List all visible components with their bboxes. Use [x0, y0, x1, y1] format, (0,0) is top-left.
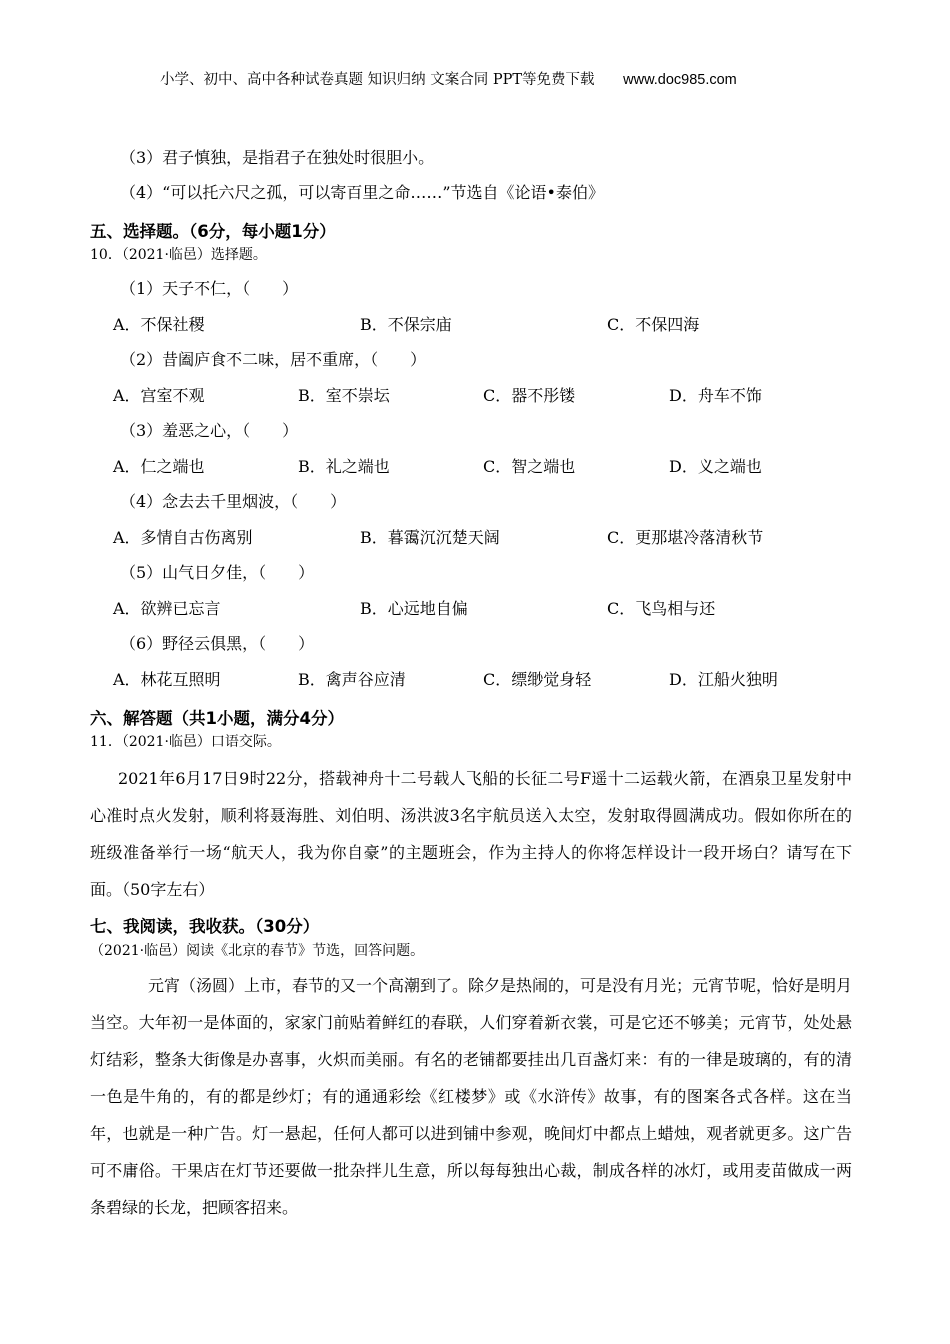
header-text: 小学、初中、高中各种试卷真题 知识归纳 文案合同 PPT等免费下载: [160, 72, 595, 88]
question-11-paragraph: 2021年6月17日9时22分，搭载神舟十二号载人飞船的长征二号F遥十二运载火箭，在酒泉卫星发射中心准时点火发射，顺利将聂海胜、刘伯明、汤洪波3名宇航员送入太空，发射取得圆满成功。假如你所在的班级准备举行一场“航天人，我为你自豪”的主题班会，作为主持人的你将怎样设计一段开场白？请写在下面。（50字左右）: [90, 769, 852, 899]
reading-intro: （2021·临邑）阅读《北京的春节》节选，回答问题。: [90, 943, 425, 959]
q10-2-option-a: A．宫室不观: [113, 386, 205, 405]
q10-1-option-c: C．不保四海: [607, 315, 700, 334]
q10-6-option-b: B．禽声谷应清: [298, 670, 406, 689]
q10-6-option-a: A．林花互照明: [113, 670, 221, 689]
q10-6-option-c: C．缥缈觉身轻: [483, 670, 592, 689]
reading-passage: 元宵（汤圆）上市，春节的又一个高潮到了。除夕是热闹的，可是没有月光；元宵节呢，恰好是明月当空。大年初一是体面的，家家门前贴着鲜红的春联，人们穿着新衣裳，可是它还不够美；元宵节，处处悬灯结彩，整条大街像是办喜事，火炽而美丽。有名的老铺都要挂出几百盏灯来：有的一律是玻璃的，有的清一色是牛角的，有的都是纱灯；有的通通彩绘《红楼梦》或《水浒传》故事，有的图案各式各样。这在当年，也就是一种广告。灯一悬起，任何人都可以进到铺中参观，晚间灯中都点上蜡烛，观者就更多。这广告可不庸俗。干果店在灯节还要做一批杂拌儿生意，所以每每独出心裁，制成各样的冰灯，或用麦苗做成一两条碧绿的长龙，把顾客招来。: [90, 976, 853, 1217]
q10-3-option-a: A．仁之端也: [113, 457, 205, 476]
q10-5-option-c: C．飞鸟相与还: [607, 599, 716, 618]
q10-1-option-a: A．不保社稷: [113, 315, 205, 334]
q10-6-option-d: D．江船火独明: [669, 670, 778, 689]
page-header: [160, 68, 737, 89]
question-10-header: 10．（2021·临邑）选择题。: [90, 247, 267, 263]
q10-4-option-c: C．更那堪冷落清秋节: [607, 528, 764, 547]
prev-item-3: （3）君子慎独，是指君子在独处时很胆小。: [120, 148, 435, 167]
q10-4-option-b: B．暮霭沉沉楚天阔: [360, 528, 500, 547]
prev-item-4: （4）“可以托六尺之孤，可以寄百里之命……”节选自《论语•泰伯》: [120, 183, 604, 202]
q10-3-option-d: D．义之端也: [669, 457, 762, 476]
q10-stem-5: （5）山气日夕佳，（ ）: [120, 563, 315, 582]
q10-stem-4: （4）念去去千里烟波，（ ）: [120, 492, 347, 511]
q10-5-option-a: A．欲辨已忘言: [113, 599, 221, 618]
q10-3-option-b: B．礼之端也: [298, 457, 390, 476]
q10-stem-1: （1）天子不仁，（ ）: [120, 279, 299, 298]
section-7-title: 七、我阅读，我收获。（30分）: [90, 917, 320, 936]
q10-4-option-a: A．多情自古伤离别: [113, 528, 253, 547]
header-url[interactable]: www.doc985.com: [623, 72, 737, 88]
question-11-header: 11．（2021·临邑）口语交际。: [90, 734, 281, 750]
q10-stem-6: （6）野径云俱黑，（ ）: [120, 634, 315, 653]
q10-1-option-b: B．不保宗庙: [360, 315, 452, 334]
q10-2-option-d: D．舟车不饰: [669, 386, 762, 405]
q10-3-option-c: C．智之端也: [483, 457, 576, 476]
q10-stem-3: （3）羞恶之心，（ ）: [120, 421, 299, 440]
q10-2-option-b: B．室不崇坛: [298, 386, 390, 405]
section-6-title: 六、解答题（共1小题，满分4分）: [90, 709, 344, 728]
section-5-title: 五、选择题。（6分，每小题1分）: [90, 222, 336, 241]
q10-2-option-c: C．器不彤镂: [483, 386, 576, 405]
q10-stem-2: （2）昔阖庐食不二味，居不重席，（ ）: [120, 350, 427, 369]
q10-5-option-b: B．心远地自偏: [360, 599, 468, 618]
